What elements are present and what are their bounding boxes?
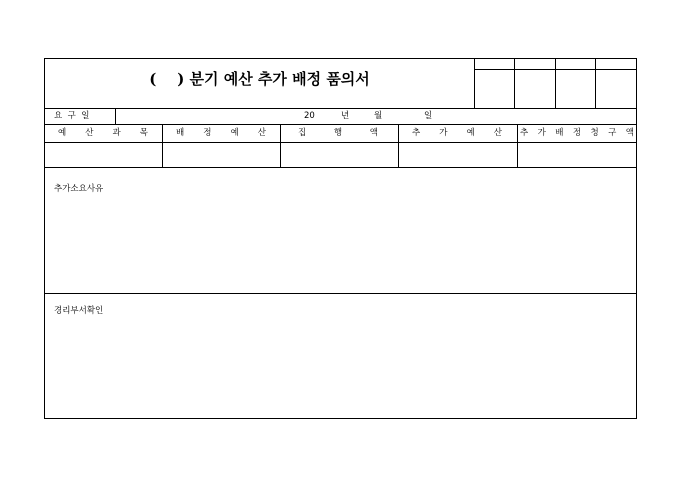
column-header-budget-item [58, 129, 148, 138]
page-title: ( ) 분기 예산 추가 배정 품의서 [149, 70, 370, 88]
header-char: 정 [203, 128, 212, 138]
header-char: 가 [537, 128, 546, 138]
header-char: 산 [85, 128, 94, 138]
header-char: 산 [257, 128, 266, 138]
column-header-executed-amount [298, 129, 378, 138]
header-char: 추 [520, 128, 529, 138]
column-header-additional-request [520, 129, 634, 138]
form-border-left [44, 58, 45, 419]
request-date-day-unit: 일 [424, 111, 433, 121]
form-border-right [636, 58, 637, 419]
approval-box-line-2 [555, 58, 556, 108]
row-line-4 [44, 167, 637, 168]
column-divider-1 [162, 124, 163, 167]
reason-label: 추가소요사유 [54, 184, 104, 194]
header-char: 산 [493, 128, 502, 138]
header-char: 예 [230, 128, 239, 138]
column-header-allocated-budget [176, 129, 266, 138]
accounting-label: 경리부서확인 [54, 306, 104, 316]
approval-box-line-3 [595, 58, 596, 108]
row-line-3 [44, 142, 637, 143]
request-date-divider [115, 108, 116, 124]
row-line-2 [44, 124, 637, 125]
approval-box-line-1 [514, 58, 515, 108]
header-char: 배 [176, 128, 185, 138]
header-char: 추 [412, 128, 421, 138]
form-border-bottom [44, 418, 637, 419]
header-char: 정 [572, 128, 582, 138]
column-header-additional-budget [412, 129, 502, 138]
header-char: 가 [439, 128, 448, 138]
header-char: 청 [590, 128, 599, 138]
header-char: 행 [333, 128, 343, 138]
request-date-label: 요 구 일 [54, 111, 90, 121]
header-char: 예 [466, 128, 475, 138]
header-char: 예 [58, 128, 67, 138]
form-border-top [44, 58, 637, 59]
request-date-year-prefix: 20 [304, 111, 315, 121]
column-divider-3 [398, 124, 399, 167]
row-line-1 [44, 108, 637, 109]
header-char: 과 [112, 128, 121, 138]
header-char: 액 [369, 128, 378, 138]
header-char: 액 [625, 128, 634, 138]
row-line-5 [44, 293, 637, 294]
header-char: 배 [555, 128, 564, 138]
title-divider [474, 58, 475, 108]
header-char: 구 [608, 128, 617, 138]
column-divider-2 [280, 124, 281, 167]
column-divider-4 [517, 124, 518, 167]
header-char: 집 [298, 128, 307, 138]
header-char: 목 [139, 128, 148, 138]
request-date-year-unit: 년 [341, 111, 350, 121]
request-date-month-unit: 월 [374, 111, 383, 121]
